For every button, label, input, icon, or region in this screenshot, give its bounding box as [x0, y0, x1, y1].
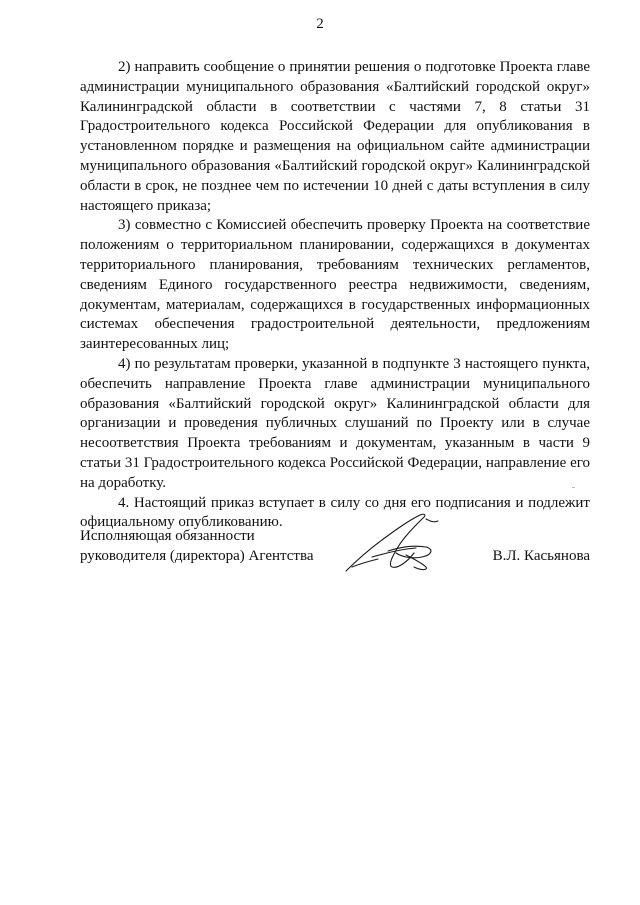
paragraph-item-4: 4) по результатам проверки, указанной в подпункте 3 настоящего пункта, обеспечить направление Проекта главе администрации муниципального образования «Балтийский городской округ» Калининградской области для организации и проведения публичных слушаний по Проекту или в случае несоответствия Проекта требованиям и документам, указанным в части 9 статьи 31 Градостроительного кодекса Российской Федерации, направление его на доработку. — [80, 355, 590, 491]
signer-name: В.Л. Касьянова — [492, 547, 590, 564]
scan-artifact — [572, 487, 575, 488]
handwritten-signature-icon — [342, 507, 452, 579]
paragraph-item-2: 2) направить сообщение о принятии решения о подготовке Проекта главе администрации муниципального образования «Балтийский городской округ» Калининградской области в соответствии с частями 7, 8 статьи 31 Градостроительного кодекса Российской Федерации для опубликования в установленном порядке и размещения на официальном сайте администрации муниципального образования «Балтийский городской округ» Калининградской области в срок, не позднее чем по истечении 10 дней с даты вступления в силу настоящего приказа; — [80, 59, 590, 214]
page-number: 2 — [316, 16, 324, 32]
paragraph-clause-4: 4. Настоящий приказ вступает в силу со дня его подписания и подлежит официальному опубликованию. — [80, 494, 590, 531]
signer-title-line-2: руководителя (директора) Агентства — [80, 547, 314, 564]
paragraph-item-3: 3) совместно с Комиссией обеспечить проверку Проекта на соответствие положениям о территориальном планировании, содержащихся в документах территориального планирования, требованиям технических регламентов, сведениям Единого государственного реестра недвижимости, сведениям, документам, материалам, содержащихся в государственных информационных системах обеспечения градостроительной деятельности, предложениям заинтересованных лиц; — [80, 217, 590, 353]
signer-title-line-1: Исполняющая обязанности — [80, 528, 255, 544]
document-body — [80, 58, 590, 533]
signature-block — [80, 527, 590, 577]
signer-title — [80, 527, 314, 567]
